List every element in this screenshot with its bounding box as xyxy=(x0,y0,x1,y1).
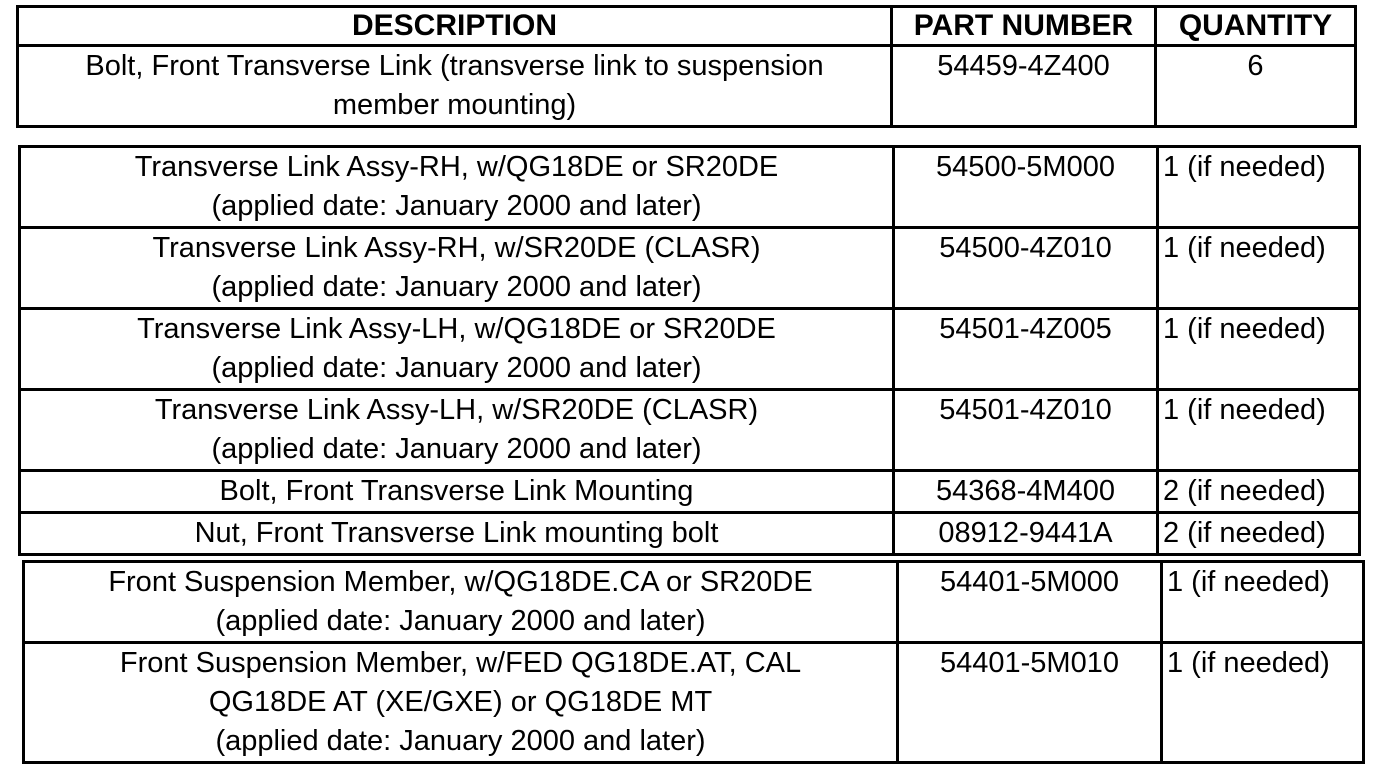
part-number-cell: 54459-4Z400 xyxy=(892,46,1156,127)
table-row xyxy=(20,147,1360,228)
description-line: Front Suspension Member, w/QG18DE.CA or SR20DE xyxy=(108,566,813,598)
part-number-cell: 54500-5M000 xyxy=(894,147,1158,228)
part-number-cell: 54500-4Z010 xyxy=(894,228,1158,309)
table-row xyxy=(20,471,1360,513)
description-cell xyxy=(20,309,894,390)
quantity-cell: 6 xyxy=(1156,46,1356,127)
description-header: DESCRIPTION xyxy=(18,7,892,46)
description-line: QG18DE AT (XE/GXE) or QG18DE MT xyxy=(208,686,713,718)
description-line: (applied date: January 2000 and later) xyxy=(215,725,706,757)
quantity-cell: 2 (if needed) xyxy=(1158,513,1360,555)
parts-table-header-group xyxy=(16,5,1357,128)
description-line: member mounting) xyxy=(332,89,577,121)
part-number-cell: 54401-5M010 xyxy=(898,643,1162,763)
description-line: (applied date: January 2000 and later) xyxy=(211,352,702,384)
description-line: Transverse Link Assy-LH, w/QG18DE or SR20DE xyxy=(137,313,776,345)
part-number-cell: 54401-5M000 xyxy=(898,562,1162,643)
suspension-member-table xyxy=(22,560,1365,764)
description-cell xyxy=(20,471,894,513)
table-row xyxy=(18,46,1356,127)
description-line: Front Suspension Member, w/FED QG18DE.AT, CAL xyxy=(119,647,802,679)
part-number-cell: 08912-9441A xyxy=(894,513,1158,555)
quantity-cell: 1 (if needed) xyxy=(1158,228,1360,309)
description-line: Bolt, Front Transverse Link (transverse link to suspension xyxy=(85,50,824,82)
description-cell xyxy=(20,228,894,309)
description-line: Transverse Link Assy-RH, w/QG18DE or SR20DE xyxy=(134,151,779,183)
quantity-cell: 1 (if needed) xyxy=(1158,147,1360,228)
quantity-cell: 1 (if needed) xyxy=(1158,390,1360,471)
description-cell xyxy=(20,513,894,555)
description-cell xyxy=(24,562,898,643)
part-number-header: PART NUMBER xyxy=(892,7,1156,46)
quantity-cell: 1 (if needed) xyxy=(1162,643,1364,763)
table-row xyxy=(20,228,1360,309)
description-line: Transverse Link Assy-LH, w/SR20DE (CLASR) xyxy=(154,394,759,426)
quantity-header: QUANTITY xyxy=(1156,7,1356,46)
description-cell xyxy=(18,46,892,127)
quantity-cell: 2 (if needed) xyxy=(1158,471,1360,513)
part-number-cell: 54501-4Z005 xyxy=(894,309,1158,390)
part-number-cell: 54501-4Z010 xyxy=(894,390,1158,471)
table-row xyxy=(20,390,1360,471)
transverse-link-table xyxy=(18,145,1361,556)
description-line: (applied date: January 2000 and later) xyxy=(215,605,706,637)
table-row xyxy=(20,309,1360,390)
description-cell xyxy=(20,147,894,228)
description-cell xyxy=(24,643,898,763)
description-line: Bolt, Front Transverse Link Mounting xyxy=(219,475,694,507)
description-cell xyxy=(20,390,894,471)
table-row xyxy=(24,562,1364,643)
description-line: Transverse Link Assy-RH, w/SR20DE (CLASR) xyxy=(152,232,761,264)
table-row xyxy=(20,513,1360,555)
header-row xyxy=(18,7,1356,46)
description-line: Nut, Front Transverse Link mounting bolt xyxy=(194,517,719,549)
quantity-cell: 1 (if needed) xyxy=(1162,562,1364,643)
table-row xyxy=(24,643,1364,763)
description-line: (applied date: January 2000 and later) xyxy=(211,271,702,303)
description-line: (applied date: January 2000 and later) xyxy=(211,190,702,222)
part-number-cell: 54368-4M400 xyxy=(894,471,1158,513)
quantity-cell: 1 (if needed) xyxy=(1158,309,1360,390)
description-line: (applied date: January 2000 and later) xyxy=(211,433,702,465)
